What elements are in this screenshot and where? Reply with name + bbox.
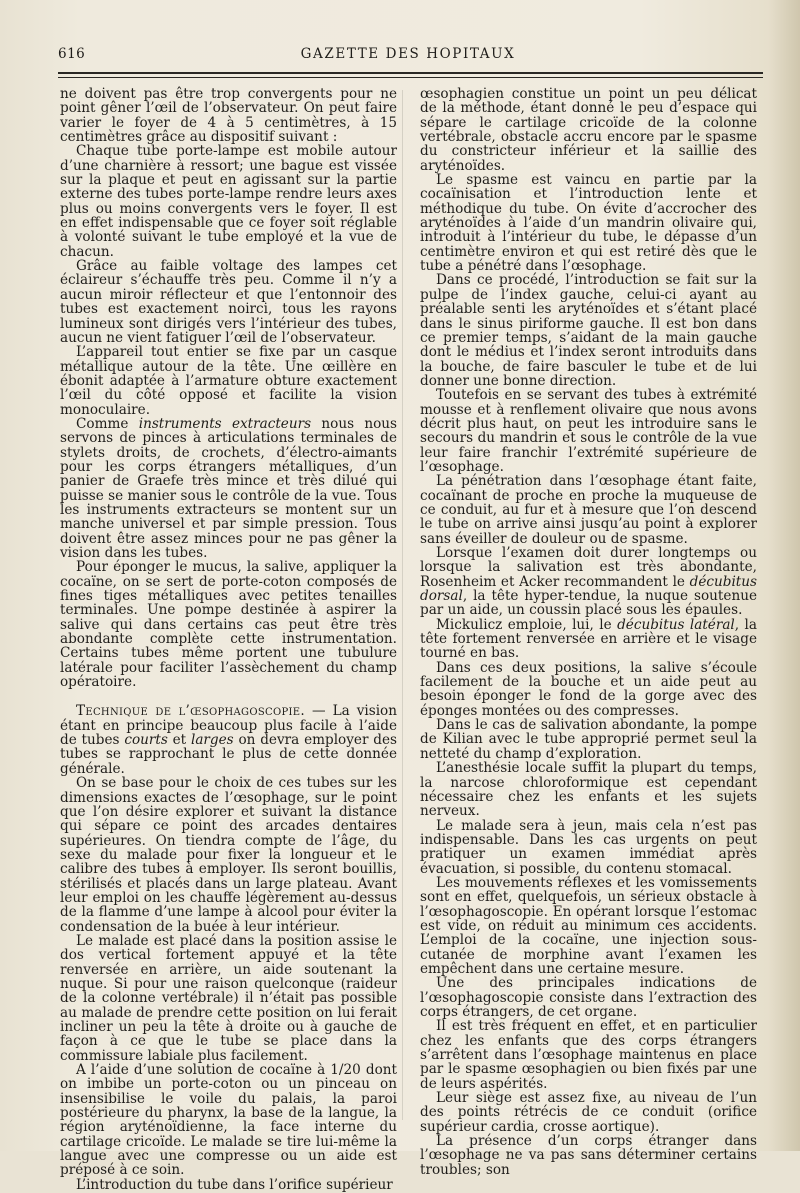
- paragraph: Grâce au faible voltage des lampes cet éclaireur s’échauffe très peu. Comme il n’y a aucun miroir réflecteur et que l’entonnoir des tubes est exactement noirci, tous les rayons lumineux sont dirigés vers l’intérieur des tubes, aucun ne vient fatiguer l’œil de l’observateur.: [60, 258, 397, 346]
- paragraph: On se base pour le choix de ces tubes sur les dimensions exactes de l’œsophage, sur le point que l’on désire explorer et suivant la distance qui sépare ce point des arcades dentaires supérieures. On tiendra compte de l’âge, du sexe du malade pour fixer la longueur et le calibre des tubes à employer. Ils seront bouillis, stérilisés et placés dans un large plateau. Avant leur emploi on les chauffe légèrement au-dessus de la flamme d’une lampe à alcool pour éviter la condensation de la buée à leur intérieur.: [60, 775, 397, 935]
- paragraph: La présence d’un corps étranger dans l’œsophage ne va pas sans déterminer certains troubles; son: [420, 1133, 757, 1178]
- text-run: Mickulicz emploie, lui, le: [436, 616, 618, 633]
- paragraph: Il est très fréquent en effet, et en particulier chez les enfants que des corps étrangers s’arrêtent dans l’œsophage maintenus en place par le spasme œsophagien ou bien fixés par une de leurs aspérités.: [420, 1018, 757, 1092]
- text-run: Lorsque l’examen doit durer longtemps ou lorsque la salivation est très abondante, Rosenheim et Acker recommandent le: [420, 545, 757, 590]
- text-run: et: [167, 732, 191, 749]
- paragraph: [420, 618, 757, 661]
- header-rule-thin: [58, 77, 763, 78]
- journal-title: GAZETTE DES HOPITAUX: [300, 46, 516, 62]
- left-column: [60, 87, 397, 1192]
- paragraph: Le malade est placé dans la position assise le dos vertical fortement appuyé et la tête renversée en arrière, un aide soutenant la nuque. Si pour une raison quelconque (raideur de la colonne vertébrale) il n’était pas possible au malade de prendre cette position on lui ferait incliner un peu la tête à droite ou à gauche de façon à ce que le tube se place dans la commissure labiale plus facilement.: [60, 932, 397, 1064]
- column-divider: [402, 90, 403, 1120]
- section-paragraph: [60, 704, 397, 776]
- paragraph: Toutefois en se servant des tubes à extrémité mousse et à renflement olivaire que nous avons décrit plus haut, on peut les introduire sans le secours du mandrin et sous le contrôle de la vue leur faire franchir l’extrémité supérieure de l’œsophage.: [420, 387, 757, 475]
- paragraph: Dans le cas de salivation abondante, la pompe de Kilian avec le tube approprié permet seul la netteté du champ d’exploration.: [420, 717, 757, 762]
- page-header: [58, 46, 758, 70]
- italic-term: larges: [190, 732, 234, 749]
- paragraph: Les mouvements réflexes et les vomissements sont en effet, quelquefois, un sérieux obstacle à l’œsophagoscopie. En opérant lorsque l’estomac est vide, on réduit au minimum ces accidents. L’emploi de la cocaïne, une injection sous-cutanée de morphine avant l’examen les empêchent dans une certaine mesure.: [420, 874, 757, 977]
- paragraph: œsophagien constitue un point un peu délicat de la méthode, étant donné le peu d’espace qui sépare le cartilage cricoïde de la colonne vertébrale, obstacle accru encore par le spasme du constricteur inférieur et la saillie des aryténoïdes.: [420, 86, 757, 174]
- paragraph: ne doivent pas être trop convergents pour ne point gêner l’œil de l’observateur. On peut faire varier le foyer de 4 à 5 centimètres, à 15 centimètres grâce au dispositif suivant :: [60, 86, 397, 146]
- paragraph: La pénétration dans l’œsophage étant faite, cocaïnant de proche en proche la muqueuse de ce conduit, au fur et à mesure que l’on descend le tube on arrive ainsi jusqu’au point à explorer sans éveiller de douleur ou de spasme.: [420, 473, 757, 547]
- italic-term: décubitus latéral: [617, 616, 735, 633]
- text-run: , la tête fortement renversée en arrière et le visage tourné en bas.: [420, 616, 757, 662]
- italic-term: décubitus dorsal: [420, 573, 757, 605]
- text-run: , la tête hyper-tendue, la nuque soutenue par un aide, un coussin placé sous les épaules.: [420, 588, 757, 619]
- text-run: nous nous servons de pinces à articulations terminales de stylets droits, de crochets, d’électro-aimants pour les corps étrangers métalliques, d’un panier de Graefe très mince et très dilué qui puisse se manier sous le contrôle de la vue. Tous les instruments extracteurs se montent sur un manche universel et par simple pression. Tous doivent être assez minces pour ne pas gêner la vision dans les tubes.: [60, 415, 398, 561]
- text-run: — La vision étant en principe beaucoup plus facile à l’aide de tubes: [60, 703, 397, 749]
- paragraph: Dans ces deux positions, la salive s’écoule facilement de la bouche et un aide peut au besoin éponger le fond de la gorge avec des éponges montées ou des compresses.: [420, 659, 757, 719]
- page-number: 616: [58, 46, 86, 62]
- italic-term: instruments extracteurs: [138, 415, 312, 432]
- paragraph: [420, 546, 757, 618]
- text-run: on devra employer des tubes se rapprochant le plus de cette donnée générale.: [60, 732, 397, 777]
- paragraph: Pour éponger le mucus, la salive, appliquer la cocaïne, on se sert de porte-coton composés de fines tiges métalliques avec petites tenailles terminales. Une pompe destinée à aspirer la salive qui dans certains cas peut être très abondante complète cette instrumentation. Certains tubes même portent une tubulure latérale pour faciliter l’assèchement du champ opératoire.: [60, 559, 397, 691]
- right-column: [420, 87, 757, 1177]
- paragraph: L’anesthésie locale suffit la plupart du temps, la narcose chloroformique est cependant nécessaire chez les enfants et les sujets nerveux.: [420, 760, 757, 820]
- paragraph: L’appareil tout entier se fixe par un casque métallique autour de la tête. Une œillère en ébonit adaptée à l’armature obture exactement l’œil du côté opposé et facilite la vision monoculaire.: [60, 344, 397, 418]
- paragraph: Chaque tube porte-lampe est mobile autour d’une charnière à ressort; une bague est vissée sur la plaque et peut en agissant sur la partie externe des tubes porte-lampe rendre leurs axes plus ou moins convergents vers le foyer. Il est en effet indispensable que ce foyer soit réglable à volonté suivant le tube employé et la vue de chacun.: [60, 143, 397, 260]
- paragraph: Dans ce procédé, l’introduction se fait sur la pulpe de l’index gauche, celui-ci ayant au préalable senti les aryténoïdes et s’étant placé dans le sinus piriforme gauche. Il est bon dans ce premier temps, s’aidant de la main gauche dont le médius et l’index seront introduits dans la bouche, de faire basculer le tube et de lui donner une bonne direction.: [420, 272, 757, 389]
- paragraph: Le malade sera à jeun, mais cela n’est pas indispensable. Dans les cas urgents on peut pratiquer un examen immédiat après évacuation, si possible, du contenu stomacal.: [420, 817, 757, 877]
- paragraph: Une des principales indications de l’œsophagoscopie consiste dans l’extraction des corps étrangers, de cet organe.: [420, 975, 757, 1020]
- paragraph: A l’aide d’une solution de cocaïne à 1/20 dont on imbibe un porte-coton ou un pinceau on insensibilise le voile du palais, la paroi postérieure du pharynx, la base de la langue, la région aryténoïdienne, la face interne du cartilage cricoïde. Le malade se tire lui-même la langue avec une compresse ou un aide est préposé à ce soin.: [60, 1062, 397, 1179]
- section-heading: Technique de l’œsophagoscopie.: [76, 703, 305, 720]
- paragraph: Le spasme est vaincu en partie par la cocaïnisation et l’introduction lente et méthodique du tube. On évite d’accrocher des aryténoïdes à l’aide d’un mandrin olivaire qui, introduit à l’intérieur du tube, le dépasse d’un centimètre environ et qui est retiré dès que le tube a pénétré dans l’œsophage.: [420, 172, 757, 275]
- paragraph: [60, 417, 397, 560]
- paragraph: L’introduction du tube dans l’orifice supérieur: [76, 1176, 393, 1193]
- italic-term: courts: [124, 732, 168, 749]
- paragraph: Leur siège est assez fixe, au niveau de l’un des points rétrécis de ce conduit (orifice supérieur cardia, crosse aortique).: [420, 1090, 757, 1135]
- text-run: Comme: [76, 415, 139, 432]
- header-rule-thick: [58, 72, 763, 74]
